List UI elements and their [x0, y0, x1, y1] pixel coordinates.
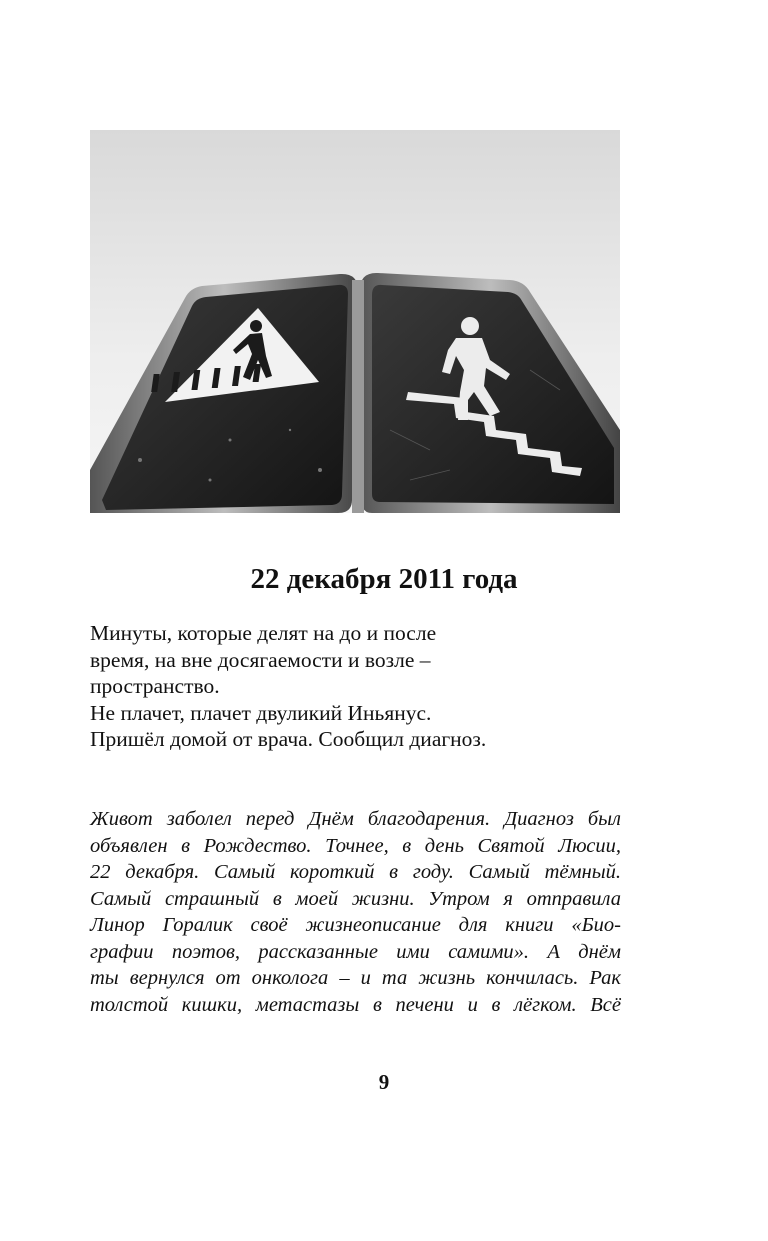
poem-line: Пришёл домой от врача. Сообщил диагноз.	[90, 727, 487, 752]
prose-line: графии поэтов, рассказанные ими самими». А днём	[90, 940, 621, 963]
page-number: 9	[378, 1070, 390, 1094]
photo-road-signs	[90, 130, 620, 513]
prose-line: Живот заболел перед Днём благодарения. Диагноз был	[90, 808, 621, 830]
prose-line: ты вернулся от онколога – и та жизнь кончилась. Рак	[90, 967, 621, 989]
poem-line: время, на вне досягаемости и возле –	[90, 647, 431, 672]
poem-line: Минуты, которые делят на до и после	[90, 621, 437, 645]
prose-paragraph	[90, 806, 621, 1018]
prose-line: 22 декабря. Самый короткий в году. Самый тёмный.	[90, 861, 621, 883]
prose-line: Линор Горалик своё жизнеописание для книги «Био-	[90, 914, 621, 936]
prose-line: толстой кишки, метастазы в печени и в лёгком. Всё	[90, 993, 621, 1016]
chapter-title: 22 декабря 2011 года	[250, 563, 518, 595]
poem-line: Не плачет, плачет двуликий Иньянус.	[90, 700, 432, 725]
prose-line: Самый страшный в моей жизни. Утром я отправила	[90, 887, 621, 910]
prose-line: объявлен в Рождество. Точнее, в день Святой Люсии,	[90, 834, 621, 857]
poem	[90, 620, 650, 753]
poem-line: пространство.	[90, 674, 220, 699]
